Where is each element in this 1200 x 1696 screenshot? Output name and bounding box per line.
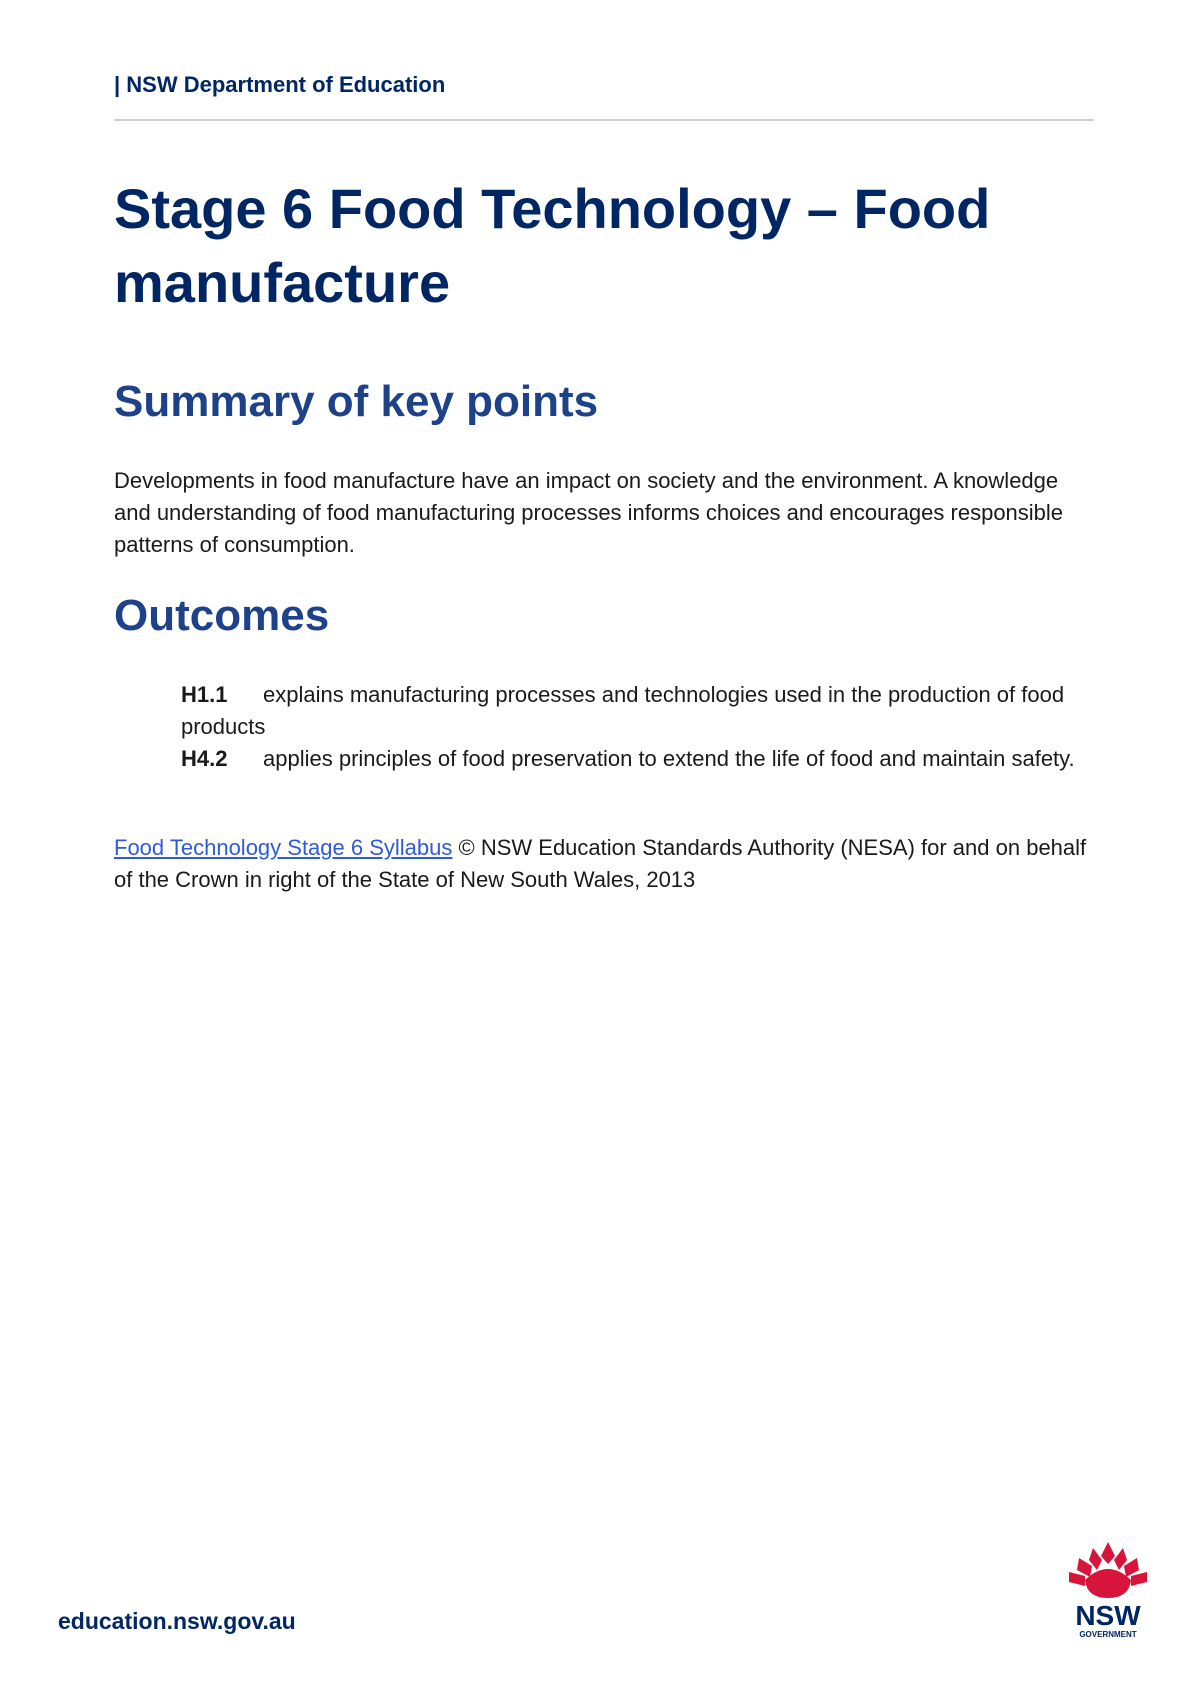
- outcome-code: H4.2: [181, 746, 228, 771]
- outcome-text: explains manufacturing processes and technologies used in the production of food products: [181, 682, 1065, 739]
- syllabus-link[interactable]: Food Technology Stage 6 Syllabus: [114, 835, 453, 860]
- logo-subtext: GOVERNMENT: [1079, 1630, 1137, 1639]
- summary-paragraph: Developments in food manufacture have an impact on society and the environment. A knowledge and understanding of food manufacturing processes informs choices and encourages responsible patterns of consumption.: [114, 468, 1064, 557]
- outcome-code: H1.1: [181, 682, 228, 707]
- document-header: | NSW Department of Education: [114, 72, 446, 97]
- outcome-item: [181, 679, 1099, 743]
- outcome-text: applies principles of food preservation to extend the life of food and maintain safety.: [263, 746, 1075, 771]
- header-divider: [114, 119, 1094, 121]
- summary-heading: Summary of key points: [114, 377, 599, 426]
- citation-text: © NSW Education Standards Authority (NESA) for and on behalf of the Crown in right of the State of New South Wales, 2013: [114, 835, 1087, 892]
- outcome-item: [181, 743, 1099, 775]
- footer-url: education.nsw.gov.au: [58, 1608, 296, 1634]
- logo-wordmark: NSW: [1075, 1600, 1141, 1631]
- outcomes-heading: Outcomes: [114, 591, 330, 640]
- nsw-government-logo: [1063, 1540, 1153, 1640]
- page-title: Stage 6 Food Technology – Food manufacture: [114, 177, 991, 314]
- citation-paragraph: [114, 832, 1099, 896]
- waratah-icon: [1069, 1542, 1147, 1598]
